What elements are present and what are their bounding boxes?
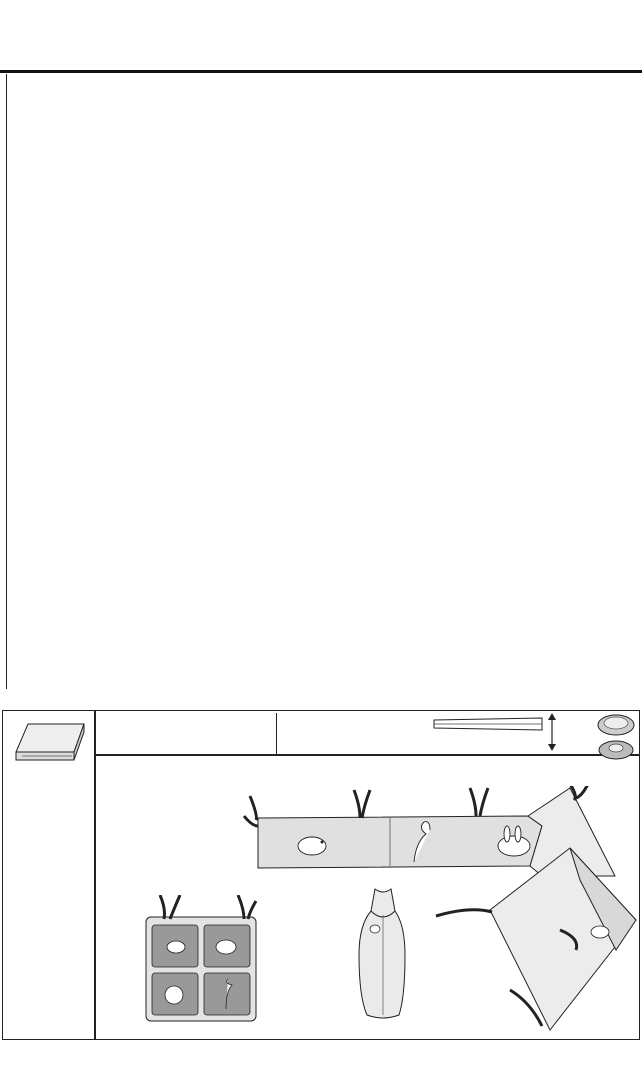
fabric-bolt-icon bbox=[8, 716, 90, 768]
bias-tape-icon bbox=[432, 714, 552, 738]
tape-width-arrow-icon bbox=[544, 712, 560, 752]
hooded-blanket-illustration bbox=[430, 840, 638, 1038]
snap-bottom-icon bbox=[596, 738, 638, 762]
snap-top-icon bbox=[596, 712, 638, 738]
sleeping-bag-illustration bbox=[355, 885, 411, 1025]
left-margin-line bbox=[6, 74, 7, 689]
notions-top-divider bbox=[94, 754, 640, 756]
vlies-divider bbox=[276, 713, 277, 754]
header-rule bbox=[0, 70, 642, 73]
playmat-illustration bbox=[140, 895, 266, 1025]
notions-divider bbox=[94, 710, 96, 1040]
